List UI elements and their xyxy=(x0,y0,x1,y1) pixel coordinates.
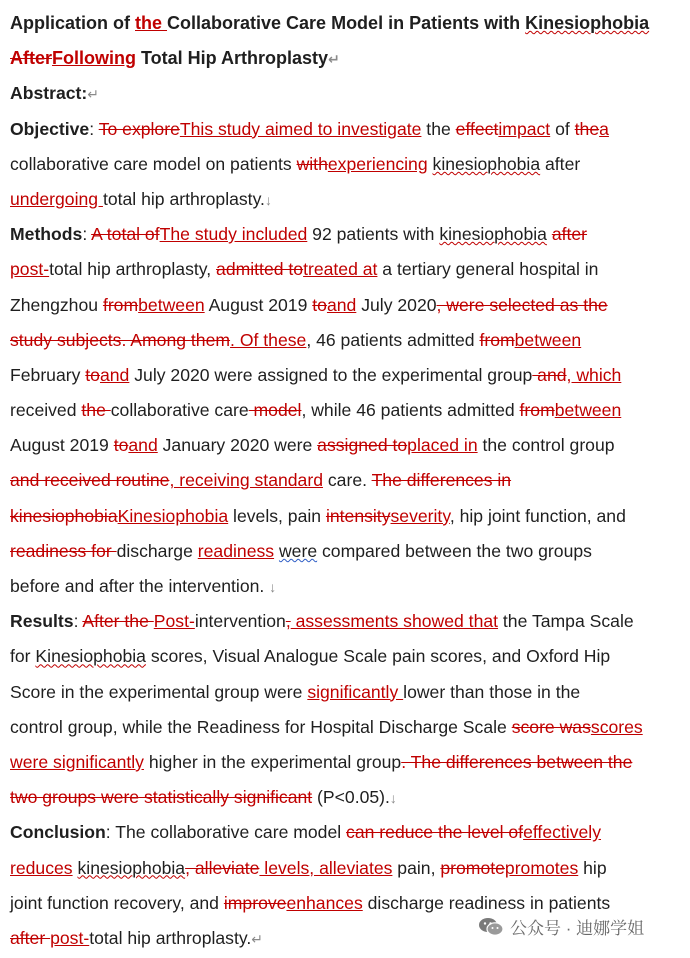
inserted-text: reduces xyxy=(10,857,73,878)
results-line-4 xyxy=(10,710,682,745)
deleted-text: model xyxy=(248,400,302,421)
deleted-text: study subjects. Among them xyxy=(10,329,231,350)
inserted-text: Post- xyxy=(153,611,195,632)
body-text: higher in the experimental group xyxy=(143,751,402,772)
body-text: 92 patients with xyxy=(307,224,440,245)
deleted-text: after xyxy=(551,224,588,245)
body-text: , hip joint function, and xyxy=(449,505,626,526)
body-text: for xyxy=(10,646,36,667)
deleted-text: from xyxy=(479,329,515,350)
spell-flagged-word: Kinesiophobia xyxy=(525,13,650,33)
objective-line-3 xyxy=(10,182,682,217)
methods-line-4 xyxy=(10,323,682,358)
inserted-text: were significantly xyxy=(10,751,144,772)
body-text: : xyxy=(73,611,83,632)
body-text: total hip arthroplasty. xyxy=(89,927,252,948)
deleted-text: to xyxy=(85,364,100,385)
body-text: August 2019 xyxy=(10,435,114,456)
inserted-text: levels, alleviates xyxy=(259,857,393,878)
inserted-text: , receiving standard xyxy=(169,470,323,491)
body-text: levels, pain xyxy=(228,505,326,526)
inserted-text: post- xyxy=(10,259,50,280)
body-text: total hip arthroplasty. xyxy=(102,188,265,209)
inserted-text: between xyxy=(514,329,582,350)
body-text: (P<0.05). xyxy=(312,787,390,808)
deleted-text: . The differences between the xyxy=(401,751,633,772)
section-label-objective: Objective xyxy=(10,118,90,139)
inserted-text: a xyxy=(599,118,609,139)
body-text: joint function recovery, and xyxy=(10,892,224,913)
body-text: received xyxy=(10,400,82,421)
results-line-3 xyxy=(10,675,682,710)
inserted-text: impact xyxy=(498,118,551,139)
methods-line-5 xyxy=(10,358,682,393)
deleted-text: kinesiophobia xyxy=(10,505,118,526)
inserted-text: Following xyxy=(52,48,136,69)
deleted-text: and xyxy=(532,364,567,385)
deleted-text: two groups were statistically significant xyxy=(10,787,313,808)
body-text: care. xyxy=(322,470,372,491)
spell-flagged-word: kinesiophobia xyxy=(439,224,547,245)
inserted-text: . Of these xyxy=(230,329,307,350)
body-text: discharge xyxy=(116,540,198,561)
body-text: July 2020 xyxy=(356,294,437,315)
inserted-text: treated at xyxy=(303,259,378,280)
deleted-text: to xyxy=(113,435,129,456)
body-text: the xyxy=(421,118,456,139)
methods-line-8 xyxy=(10,463,682,498)
body-text: February xyxy=(10,364,86,385)
inserted-text: the xyxy=(135,13,168,33)
deleted-text: the xyxy=(574,118,600,139)
title-line-1 xyxy=(10,6,682,41)
methods-line-3 xyxy=(10,288,682,323)
deleted-text: improve xyxy=(223,892,287,913)
deleted-text: after xyxy=(10,927,51,948)
deleted-text: and received routine xyxy=(10,470,170,491)
deleted-text: promote xyxy=(440,857,505,878)
inserted-text: Kinesiophobia xyxy=(117,505,229,526)
body-text: control group, while the Readiness for Hospital Discharge Scale xyxy=(10,716,512,737)
document-body xyxy=(10,6,682,956)
deleted-text: readiness for xyxy=(10,540,117,561)
section-label-conclusion: Conclusion xyxy=(10,822,106,843)
deleted-text: The differences in xyxy=(371,470,512,491)
body-text: , while 46 patients admitted xyxy=(301,400,520,421)
deleted-text: from xyxy=(102,294,139,315)
methods-line-6 xyxy=(10,393,682,428)
body-text: total hip arthroplasty, xyxy=(49,259,217,280)
body-text: before and after the intervention. xyxy=(10,576,270,596)
inserted-text: between xyxy=(138,294,205,315)
deleted-text: score was xyxy=(511,716,591,737)
inserted-text: effectively xyxy=(523,822,601,843)
spell-flagged-word: kinesiophobia xyxy=(77,857,186,878)
body-text: discharge readiness in patients xyxy=(362,892,611,913)
methods-line-9 xyxy=(10,499,682,534)
paragraph-mark: ↵ xyxy=(87,86,99,103)
deleted-text: effect xyxy=(455,118,499,139)
line-break-mark: ↓ xyxy=(264,191,272,208)
body-text: January 2020 were xyxy=(157,435,318,456)
paragraph-mark: ↵ xyxy=(251,930,263,947)
deleted-text: , were selected as the xyxy=(436,294,608,315)
deleted-text: the xyxy=(81,400,111,421)
inserted-text: and xyxy=(99,364,130,385)
section-label-methods: Methods xyxy=(10,224,83,245)
body-text: of xyxy=(550,118,575,139)
body-text: compared between the two groups xyxy=(317,540,592,561)
inserted-text: and xyxy=(326,294,357,315)
body-text: scores, Visual Analogue Scale pain scores, and Oxford Hip xyxy=(145,646,611,667)
body-text: the control group xyxy=(477,435,615,456)
inserted-text: This study aimed to investigate xyxy=(179,118,422,139)
body-text: Score in the experimental group were xyxy=(10,681,308,702)
methods-line-2 xyxy=(10,252,682,287)
methods-line-11 xyxy=(10,569,682,604)
watermark xyxy=(478,914,644,939)
spell-flagged-word: Kinesiophobia xyxy=(35,646,146,667)
line-break-mark: ↓ xyxy=(389,790,397,807)
inserted-text: undergoing xyxy=(10,188,103,209)
grammar-flagged-word: were xyxy=(278,540,318,561)
inserted-text: promotes xyxy=(504,857,579,878)
conclusion-line-2 xyxy=(10,851,682,886)
body-text: August 2019 xyxy=(204,294,313,315)
deleted-text: To explore xyxy=(98,118,180,139)
methods-line-1 xyxy=(10,217,682,252)
section-label-results: Results xyxy=(10,611,74,632)
body-text: , 46 patients admitted xyxy=(306,329,480,350)
inserted-text: post- xyxy=(50,927,90,948)
methods-line-7 xyxy=(10,428,682,463)
body-text: the Tampa Scale xyxy=(498,611,634,632)
inserted-text: enhances xyxy=(286,892,363,913)
inserted-text: readiness xyxy=(197,540,275,561)
body-text: intervention xyxy=(194,611,286,632)
title-line-2 xyxy=(10,41,682,76)
deleted-text: can reduce the level of xyxy=(346,822,524,843)
deleted-text: intensity xyxy=(325,505,391,526)
wechat-icon xyxy=(478,917,504,937)
inserted-text: placed in xyxy=(407,435,478,456)
body-text: a tertiary general hospital in xyxy=(377,259,599,280)
body-text: July 2020 were assigned to the experimental group xyxy=(129,364,533,385)
body-text: Zhengzhou xyxy=(10,294,103,315)
deleted-text: from xyxy=(519,400,555,421)
inserted-text: severity xyxy=(390,505,450,526)
abstract-label: Abstract: xyxy=(10,83,88,104)
inserted-text: and xyxy=(128,435,158,456)
deleted-text: with xyxy=(296,153,328,174)
body-text: : xyxy=(89,118,99,139)
conclusion-line-1 xyxy=(10,815,682,850)
body-text: : xyxy=(82,224,92,245)
abstract-heading xyxy=(10,76,682,111)
inserted-text: , which xyxy=(566,364,622,385)
inserted-text: scores xyxy=(590,716,643,737)
deleted-text: , xyxy=(285,611,291,632)
inserted-text: assessments showed that xyxy=(290,611,499,632)
results-line-1 xyxy=(10,604,682,639)
body-text: hip xyxy=(578,857,607,878)
inserted-text: significantly xyxy=(307,681,404,702)
deleted-text: After xyxy=(10,48,53,69)
objective-line-1 xyxy=(10,112,682,147)
inserted-text: experiencing xyxy=(327,153,428,174)
results-line-2 xyxy=(10,639,682,674)
title-text: Application of xyxy=(10,13,135,33)
body-text: collaborative care xyxy=(110,400,249,421)
deleted-text: , alleviate xyxy=(185,857,260,878)
deleted-text: A total of xyxy=(91,224,160,245)
deleted-text: assigned to xyxy=(317,435,408,456)
results-line-6 xyxy=(10,780,682,815)
line-break-mark: ↓ xyxy=(269,579,277,595)
spell-flagged-word: kinesiophobia xyxy=(432,153,541,174)
title-text: Collaborative Care Model in Patients with xyxy=(167,13,526,33)
inserted-text: between xyxy=(554,400,622,421)
paragraph-mark: ↵ xyxy=(328,51,340,68)
deleted-text: After the xyxy=(82,611,154,632)
methods-line-10 xyxy=(10,534,682,569)
body-text: : The collaborative care model xyxy=(105,822,347,843)
body-text: after xyxy=(540,153,581,174)
deleted-text: to xyxy=(312,294,327,315)
watermark-text: 公众号 · 迪娜学姐 xyxy=(510,919,645,938)
body-text: collaborative care model on patients xyxy=(10,153,297,174)
body-text: pain, xyxy=(392,857,441,878)
results-line-5 xyxy=(10,745,682,780)
body-text: lower than those in the xyxy=(403,681,581,702)
inserted-text: The study included xyxy=(159,224,308,245)
deleted-text: admitted to xyxy=(216,259,304,280)
title-text: Total Hip Arthroplasty xyxy=(136,48,329,69)
objective-line-2 xyxy=(10,147,682,182)
